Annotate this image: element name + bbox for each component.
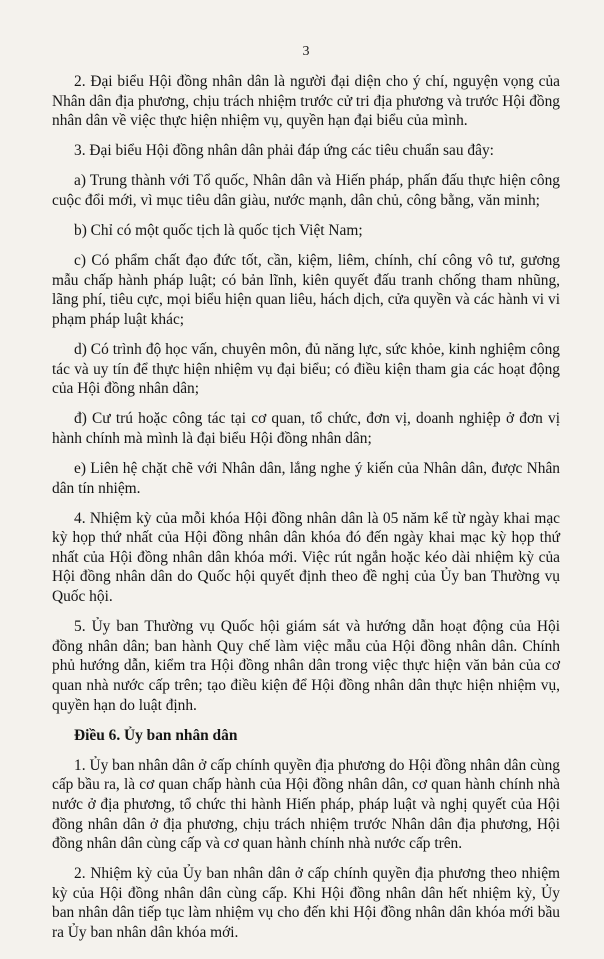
paragraph-clause-3: 3. Đại biểu Hội đồng nhân dân phải đáp ứng các tiêu chuẩn sau đây: xyxy=(74,142,494,160)
paragraph-clause-5: 5. Ủy ban Thường vụ Quốc hội giám sát và hướng dẫn hoạt động của Hội đồng nhân dân; ban hành Quy chế làm việc mẫu của Hội đồng nhân dân. Chính phủ hướng dẫn, kiểm tra Hội đồng nhân dân trong việc thực hiện văn bản của cơ quan nhà nước cấp trên; tạo điều kiện để Hội đồng nhân dân thực hiện nhiệm vụ, quyền hạn do luật định. xyxy=(52,618,560,714)
paragraph-criterion-dd: đ) Cư trú hoặc công tác tại cơ quan, tổ chức, đơn vị, doanh nghiệp ở đơn vị hành chính mà mình là đại biểu Hội đồng nhân dân; xyxy=(52,410,560,447)
page-number: 3 xyxy=(302,44,310,59)
paragraph-clause-4: 4. Nhiệm kỳ của mỗi khóa Hội đồng nhân dân là 05 năm kể từ ngày khai mạc kỳ họp thứ nhất của Hội đồng nhân dân khóa đó đến ngày khai mạc kỳ họp thứ nhất của Hội đồng nhân dân khóa mới. Việc rút ngắn hoặc kéo dài nhiệm kỳ của Hội đồng nhân dân do Quốc hội quyết định theo đề nghị của Ủy ban Thường vụ Quốc hội. xyxy=(52,509,560,606)
article-6-clause-1: 1. Ủy ban nhân dân ở cấp chính quyền địa phương do Hội đồng nhân dân cùng cấp bầu ra, là cơ quan chấp hành của Hội đồng nhân dân, cơ quan hành chính nhà nước ở địa phương, tổ chức thi hành Hiến pháp, pháp luật và nghị quyết của Hội đồng nhân dân ở địa phương, chịu trách nhiệm trước Nhân dân địa phương, Hội đồng nhân dân cùng cấp và cơ quan hành chính nhà nước cấp trên. xyxy=(52,756,560,853)
paragraph-criterion-e: e) Liên hệ chặt chẽ với Nhân dân, lắng nghe ý kiến của Nhân dân, được Nhân dân tín nhiệm. xyxy=(52,460,560,497)
paragraph-criterion-d: d) Có trình độ học vấn, chuyên môn, đủ năng lực, sức khỏe, kinh nghiệm công tác và uy tín để thực hiện nhiệm vụ đại biểu; có điều kiện tham gia các hoạt động của Hội đồng nhân dân; xyxy=(52,341,560,398)
paragraph-clause-2: 2. Đại biểu Hội đồng nhân dân là người đại diện cho ý chí, nguyện vọng của Nhân dân địa phương, chịu trách nhiệm trước cử tri địa phương và trước Hội đồng nhân dân về việc thực hiện nhiệm vụ, quyền hạn đại biểu của mình. xyxy=(52,73,560,130)
paragraph-criterion-c: c) Có phẩm chất đạo đức tốt, cần, kiệm, liêm, chính, chí công vô tư, gương mẫu chấp hành pháp luật; có bản lĩnh, kiên quyết đấu tranh chống tham nhũng, lãng phí, tiêu cực, mọi biểu hiện quan liêu, hách dịch, cửa quyền và các hành vi vi phạm pháp luật khác; xyxy=(52,252,560,328)
article-6-clause-2: 2. Nhiệm kỳ của Ủy ban nhân dân ở cấp chính quyền địa phương theo nhiệm kỳ của Hội đồng nhân dân cùng cấp. Khi Hội đồng nhân dân hết nhiệm kỳ, Ủy ban nhân dân tiếp tục làm nhiệm vụ cho đến khi Hội đồng nhân dân khóa mới bầu ra Ủy ban nhân dân khóa mới. xyxy=(52,865,560,941)
article-6-heading: Điều 6. Ủy ban nhân dân xyxy=(74,726,238,744)
paragraph-criterion-a: a) Trung thành với Tổ quốc, Nhân dân và Hiến pháp, phấn đấu thực hiện công cuộc đổi mới, vì mục tiêu dân giàu, nước mạnh, dân chủ, công bằng, văn minh; xyxy=(52,172,560,209)
paragraph-criterion-b: b) Chỉ có một quốc tịch là quốc tịch Việt Nam; xyxy=(74,222,363,240)
